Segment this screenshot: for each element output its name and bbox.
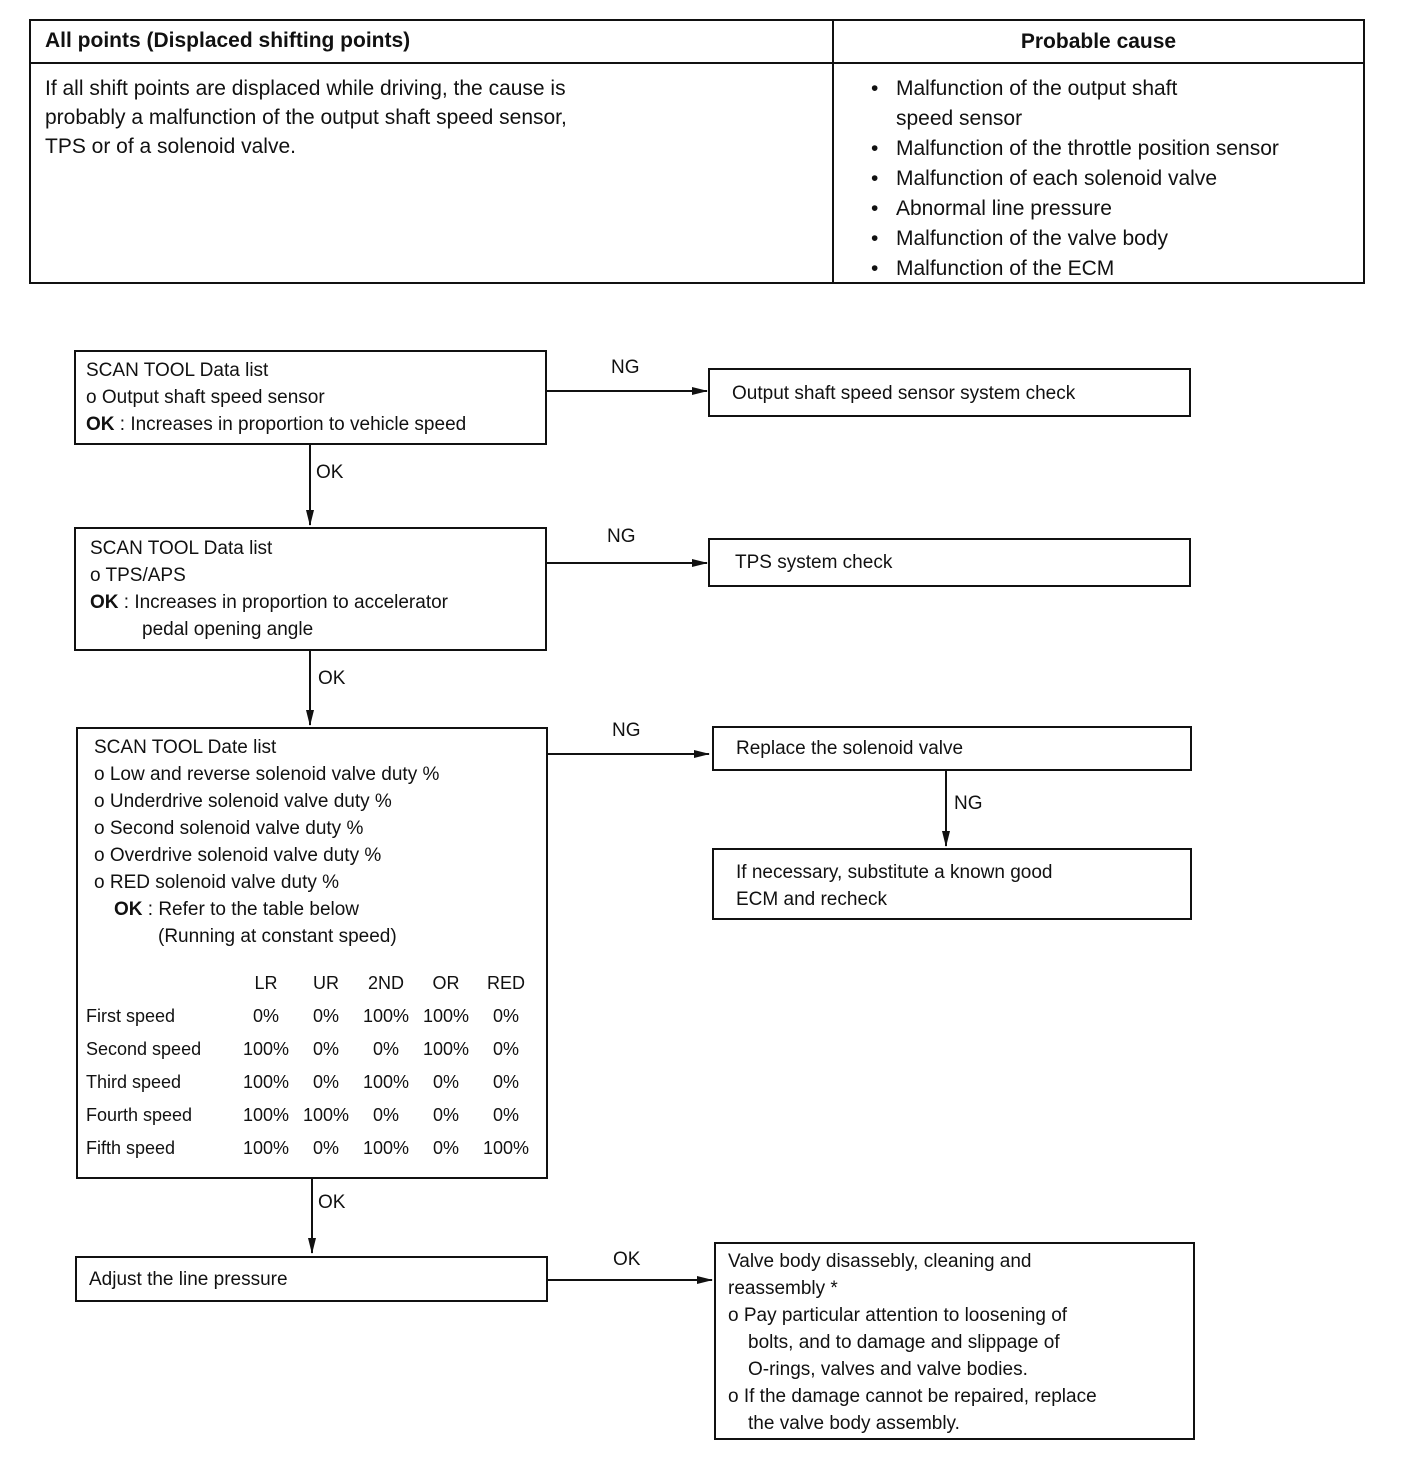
table-row — [86, 1066, 536, 1099]
table-cell: 100% — [242, 1072, 290, 1092]
step3-ng-box — [712, 726, 1192, 771]
row-label: First speed — [86, 1006, 176, 1026]
ecm-substitute-box — [712, 848, 1192, 920]
probable-cause-header: Probable cause — [1020, 30, 1177, 53]
step3-item: o Second solenoid valve duty % — [94, 818, 364, 839]
ng-label: NG — [954, 793, 983, 814]
description-line: TPS or of a solenoid valve. — [45, 135, 296, 158]
table-row — [86, 1099, 536, 1132]
ok-label: OK — [316, 462, 344, 483]
step1-item: o Output shaft speed sensor — [86, 387, 325, 408]
table-cell: 100% — [362, 1138, 410, 1158]
table-row — [86, 1033, 536, 1066]
solenoid-duty-table — [86, 967, 536, 1165]
column-header: RED — [486, 973, 525, 993]
service-line: o Pay particular attention to loosening of — [728, 1305, 1068, 1326]
table-row — [86, 1132, 536, 1165]
ok-keyword: OK — [90, 592, 119, 613]
service-line: the valve body assembly. — [748, 1413, 960, 1434]
description-line: If all shift points are displaced while driving, the cause is — [45, 77, 566, 100]
step3-item: o Underdrive solenoid valve duty % — [94, 791, 392, 812]
table-cell: 0% — [432, 1072, 459, 1092]
table-cell: 100% — [362, 1072, 410, 1092]
step2-check-box — [74, 527, 547, 651]
service-line: O-rings, valves and valve bodies. — [748, 1359, 1028, 1380]
cause-item: • Abnormal line pressure — [871, 194, 1279, 224]
table-cell: 100% — [362, 1006, 410, 1026]
step1-ng-text: Output shaft speed sensor system check — [732, 383, 1076, 404]
ok-label: OK — [613, 1249, 641, 1270]
description-line: probably a malfunction of the output shaft speed sensor, — [45, 106, 567, 129]
step3-item: o RED solenoid valve duty % — [94, 872, 340, 893]
service-line: o If the damage cannot be repaired, replace — [728, 1386, 1097, 1407]
cause-item: • Malfunction of the ECM — [871, 254, 1279, 284]
ng-label: NG — [611, 357, 640, 378]
table-cell: 100% — [422, 1039, 470, 1059]
ok-keyword: OK — [114, 899, 143, 920]
step2-ok-criteria — [90, 589, 545, 616]
step1-ok-criteria — [86, 411, 545, 438]
table-row — [86, 1000, 536, 1033]
step2-ng-box — [708, 538, 1191, 587]
table-cell: 100% — [482, 1138, 530, 1158]
table-cell: 0% — [492, 1105, 519, 1125]
table-cell: 0% — [432, 1138, 459, 1158]
table-cell: 0% — [492, 1039, 519, 1059]
table-cell: 0% — [492, 1072, 519, 1092]
step4-text: Adjust the line pressure — [89, 1269, 288, 1290]
table-cell: 100% — [242, 1138, 290, 1158]
step3-ok-note: (Running at constant speed) — [158, 926, 397, 947]
ok-label: OK — [318, 668, 346, 689]
step2-ok-criteria-cont: pedal opening angle — [142, 619, 314, 640]
table-cell: 0% — [312, 1072, 339, 1092]
row-label: Second speed — [86, 1039, 202, 1059]
service-line: reassembly * — [728, 1278, 838, 1299]
step1-ng-box — [708, 368, 1191, 417]
step3-item: o Overdrive solenoid valve duty % — [94, 845, 382, 866]
step2-title: SCAN TOOL Data list — [90, 538, 273, 559]
valve-body-service-box — [714, 1242, 1195, 1440]
table-cell: 100% — [242, 1039, 290, 1059]
cause-item: • Malfunction of the valve body — [871, 224, 1279, 254]
step3-title: SCAN TOOL Date list — [94, 737, 277, 758]
step3-item: o Low and reverse solenoid valve duty % — [94, 764, 440, 785]
table-cell: 0% — [432, 1105, 459, 1125]
column-header: LR — [254, 973, 278, 993]
table-cell: 100% — [242, 1105, 290, 1125]
table-cell: 100% — [302, 1105, 350, 1125]
table-header-row — [86, 967, 536, 1000]
table-cell: 0% — [252, 1006, 279, 1026]
table-cell: 0% — [312, 1138, 339, 1158]
ok-keyword: OK — [86, 414, 115, 435]
table-cell: 100% — [422, 1006, 470, 1026]
service-line: bolts, and to damage and slippage of — [748, 1332, 1060, 1353]
cause-item: • Malfunction of the output shaft speed sensor — [871, 74, 1279, 134]
row-label: Fourth speed — [86, 1105, 193, 1125]
ng-label: NG — [612, 720, 641, 741]
step1-check-box — [74, 350, 547, 445]
table-cell: 0% — [312, 1039, 339, 1059]
table-cell: 0% — [372, 1105, 399, 1125]
table-corner — [86, 967, 236, 1000]
row-label: Fifth speed — [86, 1138, 176, 1158]
step3-ng-text: Replace the solenoid valve — [736, 738, 964, 759]
step4-box — [75, 1256, 548, 1302]
cause-item: • Malfunction of the throttle position sensor — [871, 134, 1279, 164]
column-header: OR — [432, 973, 460, 993]
ecm-substitute-line: ECM and recheck — [736, 889, 888, 910]
step1-title: SCAN TOOL Data list — [86, 360, 269, 381]
ecm-substitute-line: If necessary, substitute a known good — [736, 862, 1053, 883]
step3-ok-criteria — [94, 896, 546, 923]
service-line: Valve body disassebly, cleaning and — [728, 1251, 1032, 1272]
table-cell: 0% — [372, 1039, 399, 1059]
step2-item: o TPS/APS — [90, 565, 186, 586]
table-cell: 0% — [312, 1006, 339, 1026]
ng-label: NG — [607, 526, 636, 547]
symptom-header: All points (Displaced shifting points) — [45, 29, 411, 52]
table-cell: 0% — [492, 1006, 519, 1026]
ok-criteria-text: : Refer to the table below — [142, 899, 360, 920]
ok-criteria-text: : Increases in proportion to vehicle speed — [114, 414, 467, 435]
ok-label: OK — [318, 1192, 346, 1213]
ok-criteria-text: : Increases in proportion to accelerator — [118, 592, 449, 613]
column-header: UR — [313, 973, 339, 993]
step3-check-box — [76, 727, 548, 1179]
step2-ng-text: TPS system check — [735, 552, 893, 573]
column-header: 2ND — [367, 973, 404, 993]
cause-item: • Malfunction of each solenoid valve — [871, 164, 1279, 194]
row-label: Third speed — [86, 1072, 182, 1092]
